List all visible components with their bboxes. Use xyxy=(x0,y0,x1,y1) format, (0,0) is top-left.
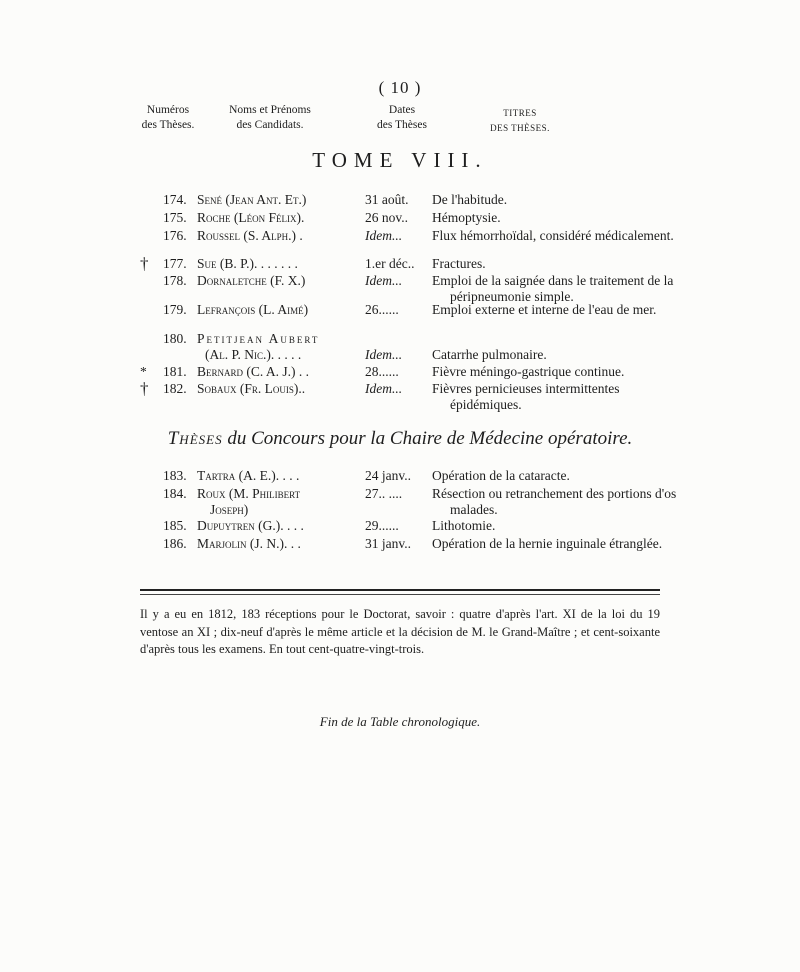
entry-name: Bernard (C. A. J.) . . xyxy=(197,364,310,379)
entry-title: Opération de la hernie inguinale étranglée. xyxy=(432,536,663,551)
entry-number: 183. xyxy=(163,468,187,483)
end-note: Fin de la Table chronologique. xyxy=(319,714,481,729)
entry-title: Emploi externe et interne de l'eau de mer. xyxy=(432,302,657,317)
entry-name: Roche (Léon Félix). xyxy=(197,210,305,225)
column-header-numeros-line2: des Thèses. xyxy=(141,119,195,131)
entry-title: Fractures. xyxy=(432,256,486,271)
entry-number: 181. xyxy=(163,364,187,379)
section-heading-rest: du Concours pour la Chaire de Médecine opératoire. xyxy=(222,428,633,449)
column-header-dates xyxy=(362,103,442,133)
entry-name: Roux (M. Philibert xyxy=(197,486,301,501)
entry-name: Dupuytren (G.). . . . xyxy=(197,518,304,533)
entry-date: 27.. .... xyxy=(365,486,403,501)
entry-date: 26...... xyxy=(365,302,399,317)
summary-note: Il y a eu en 1812, 183 réceptions pour le Doctorat, savoir : quatre d'après l'art. XI de la loi du 19 ventose an XI ; dix-neuf d'après le même article et la décision de M. le Grand-Maître ; et cent-soixante d'après tous les examens. En tout cent-quatre-vingt-trois. xyxy=(140,607,660,656)
entry-date: 28...... xyxy=(365,364,399,379)
column-header-dates-line2: des Thèses xyxy=(377,119,427,131)
divider-rule-thin xyxy=(140,594,660,595)
entry-number: 180. xyxy=(163,331,187,346)
page-number: ( 10 ) xyxy=(378,78,422,97)
section-heading-first-word: Thèses xyxy=(167,428,223,449)
entry-name-continued: Joseph) xyxy=(210,502,249,517)
entry-date: Idem... xyxy=(365,273,403,288)
entry-name: Lefrançois (L. Aimé) xyxy=(197,302,309,317)
column-header-noms-line1: Noms et Prénoms xyxy=(229,104,311,116)
column-header-numeros xyxy=(130,103,206,133)
entry-name: Roussel (S. Alph.) . xyxy=(197,228,303,243)
column-header-titres-line2: DES THÈSES. xyxy=(490,123,550,133)
entry-name: Sené (Jean Ant. Et.) xyxy=(197,192,307,207)
entry-date: Idem... xyxy=(365,347,403,362)
column-header-noms-line2: des Candidats. xyxy=(236,119,304,131)
entry-date: 24 janv.. xyxy=(365,468,411,483)
entry-number: 182. xyxy=(163,381,187,396)
entry-number: 176. xyxy=(163,228,187,243)
entry-date: 26 nov.. xyxy=(365,210,408,225)
entry-title: Lithotomie. xyxy=(432,518,496,533)
entry-number: 178. xyxy=(163,273,187,288)
column-header-dates-line1: Dates xyxy=(388,104,416,116)
entry-title: Flux hémorrhoïdal, considéré médicalement. xyxy=(432,228,674,243)
section-heading xyxy=(0,428,800,450)
entry-mark: * xyxy=(140,364,147,379)
divider-rule xyxy=(140,589,660,591)
column-header-titres xyxy=(475,106,565,136)
tome-heading: TOME VIII. xyxy=(312,148,488,172)
entry-name: Tartra (A. E.). . . . xyxy=(197,468,300,483)
entry-date: 29...... xyxy=(365,518,399,533)
entry-number: 179. xyxy=(163,302,187,317)
entry-date: 1.er déc.. xyxy=(365,256,415,271)
entry-number: 177. xyxy=(163,256,187,271)
entry-title: De l'habitude. xyxy=(432,192,508,207)
entry-title: Emploi de la saignée dans le traitement de la péripneumonie simple. xyxy=(432,273,674,304)
entry-number: 186. xyxy=(163,536,187,551)
entry-date: 31 août. xyxy=(365,192,409,207)
entry-title: Fièvres pernicieuses intermittentes épidémiques. xyxy=(432,381,620,412)
entry-name: Petitjean Aubert xyxy=(197,331,320,346)
entry-name: Sobaux (Fr. Louis).. xyxy=(197,381,306,396)
entry-date: Idem... xyxy=(365,228,403,243)
entry-date: 31 janv.. xyxy=(365,536,411,551)
entry-title: Hémoptysie. xyxy=(432,210,501,225)
entry-title: Catarrhe pulmonaire. xyxy=(432,347,547,362)
entry-mark: † xyxy=(140,254,149,273)
entry-name-continued: (Al. P. Nic.). . . . . xyxy=(205,347,302,362)
entry-name: Sue (B. P.). . . . . . . xyxy=(197,256,298,271)
entry-number: 175. xyxy=(163,210,187,225)
entry-mark: † xyxy=(140,379,149,398)
entry-title: Fièvre méningo-gastrique continue. xyxy=(432,364,625,379)
column-header-noms xyxy=(210,103,330,133)
entry-number: 174. xyxy=(163,192,187,207)
entry-title: Résection ou retranchement des portions d'os malades. xyxy=(432,486,677,517)
column-header-numeros-line1: Numéros xyxy=(146,104,190,116)
entry-title: Opération de la cataracte. xyxy=(432,468,570,483)
entry-name: Marjolin (J. N.). . . xyxy=(197,536,301,551)
column-header-titres-line1: TITRES xyxy=(503,108,537,118)
entry-name: Dornaletche (F. X.) xyxy=(197,273,306,288)
entry-date: Idem... xyxy=(365,381,403,396)
entry-number: 185. xyxy=(163,518,187,533)
entry-number: 184. xyxy=(163,486,187,501)
